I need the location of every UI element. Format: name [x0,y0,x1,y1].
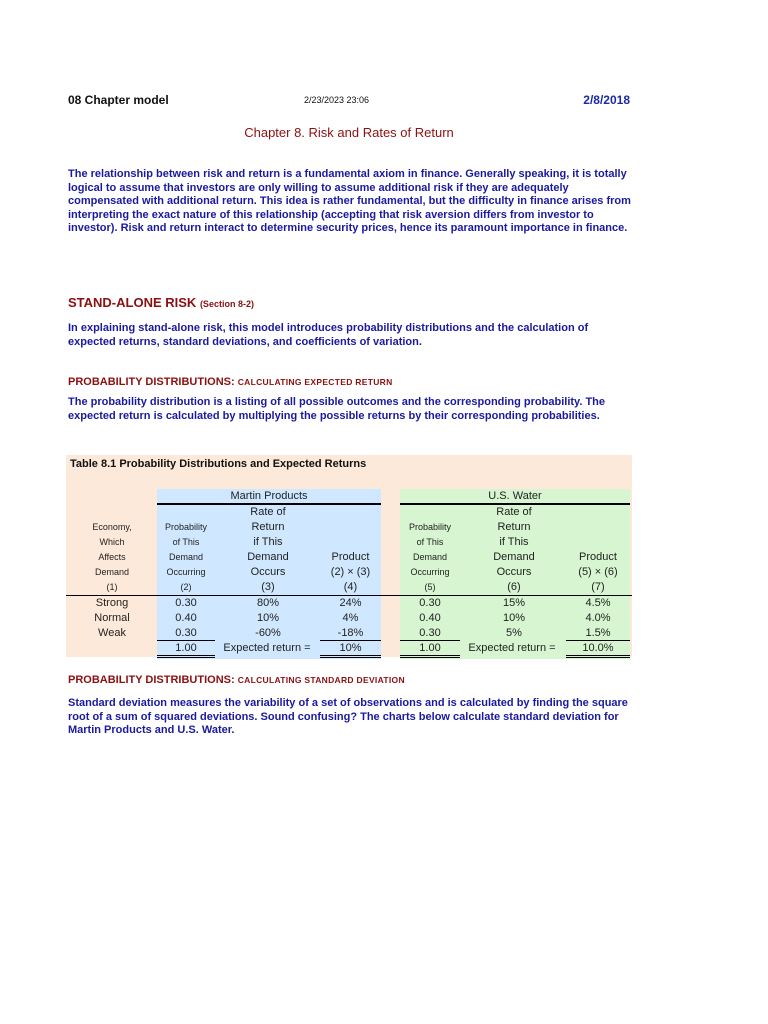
subheading-subtitle: CALCULATING STANDARD DEVIATION [237,675,405,685]
subheading-expected-return [68,376,393,388]
intro-paragraph: The relationship between risk and return is a fundamental axiom in finance. Generally speaking, it is totally logical to assume that investors are only willing to assume additional risk if they are adequately compensated with additional return. This idea is rather fundamental, but the difficulty in finance arises from interpreting the exact nature of this relationship (accepting that risk aversion differs from investor to investor). Risk and return interact to determine security prices, hence its paramount importance in finance. [68,168,631,234]
double-rule [157,657,215,658]
subheading-title: PROBABILITY DISTRIBUTIONS: [68,674,235,686]
col3-header: Rate of Return if This Demand Occurs (3) [247,506,289,593]
row-weak-return-a: -60% [255,627,281,639]
col2-header: Probability of This Demand Occurring (2) [164,522,208,592]
row-weak-economy: Weak [98,627,126,639]
row-normal-prob-b: 0.40 [419,612,441,624]
total-prob-b: 1.00 [419,642,441,654]
double-rule [400,657,460,658]
row-normal-return-b: 10% [502,612,526,624]
col1-header: Economy, Which Affects Demand (1) [92,522,132,592]
subheading-standard-deviation [68,674,405,686]
double-rule [566,657,630,658]
file-name: 08 Chapter model [68,93,169,107]
double-rule [320,655,381,656]
row-normal-product-b: 4.0% [585,612,611,624]
chapter-title: Chapter 8. Risk and Rates of Return [244,125,454,140]
row-weak-prob-a: 0.30 [175,627,197,639]
section-ref: (Section 8-2) [199,299,254,309]
col4-header: Product (2) × (3) (4) [330,551,371,593]
col7-header: Product (5) × (6) (7) [578,551,618,593]
row-strong-return-a: 80% [256,597,280,609]
double-rule [566,655,630,656]
row-strong-product-b: 4.5% [585,597,611,609]
row-normal-product-a: 4% [342,612,359,624]
expected-return-label-b: Expected return = [468,642,556,654]
double-rule [157,655,215,656]
row-strong-return-b: 15% [502,597,526,609]
group-us-water: U.S. Water [488,490,542,502]
group-martin-products: Martin Products [230,490,308,502]
row-strong-product-a: 24% [339,597,362,609]
section-title: STAND-ALONE RISK [68,295,197,310]
table-title: Table 8.1 Probability Distributions and Expected Returns [70,458,367,470]
expected-return-value-a: 10% [339,642,362,654]
expected-return-paragraph: The probability distribution is a listing of all possible outcomes and the corresponding probability. The expected return is calculated by multiplying the possible returns by their corresponding probabilities. [68,396,606,422]
row-strong-economy: Strong [95,597,129,609]
row-weak-product-a: -18% [337,627,364,639]
subheading-title: PROBABILITY DISTRIBUTIONS: [68,376,235,388]
section-heading [68,295,254,310]
section-paragraph: In explaining stand-alone risk, this model introduces probability distributions and the calculation of expected returns, standard deviations, and coefficients of variation. [68,322,589,348]
row-strong-prob-a: 0.30 [175,597,197,609]
double-rule [320,657,381,658]
timestamp: 2/23/2023 23:06 [304,95,370,105]
col5-header: Probability of This Demand Occurring (5) [408,522,452,592]
row-weak-return-b: 5% [506,627,522,639]
row-strong-prob-b: 0.30 [419,597,441,609]
standard-deviation-paragraph: Standard deviation measures the variability of a set of observations and is calculated by finding the square root of a sum of squared deviations. Sound confusing? The charts below calculate standard deviation for Martin Products and U.S. Water. [68,697,628,736]
double-rule [400,655,460,656]
row-normal-economy: Normal [94,612,130,624]
expected-return-value-b: 10.0% [582,642,614,654]
expected-return-label-a: Expected return = [223,642,311,654]
row-weak-prob-b: 0.30 [419,627,441,639]
row-normal-prob-a: 0.40 [175,612,197,624]
document-date: 2/8/2018 [583,93,630,107]
subheading-subtitle: CALCULATING EXPECTED RETURN [237,377,393,387]
total-prob-a: 1.00 [175,642,197,654]
col6-header: Rate of Return if This Demand Occurs (6) [493,506,535,593]
row-normal-return-a: 10% [256,612,280,624]
row-weak-product-b: 1.5% [585,627,611,639]
